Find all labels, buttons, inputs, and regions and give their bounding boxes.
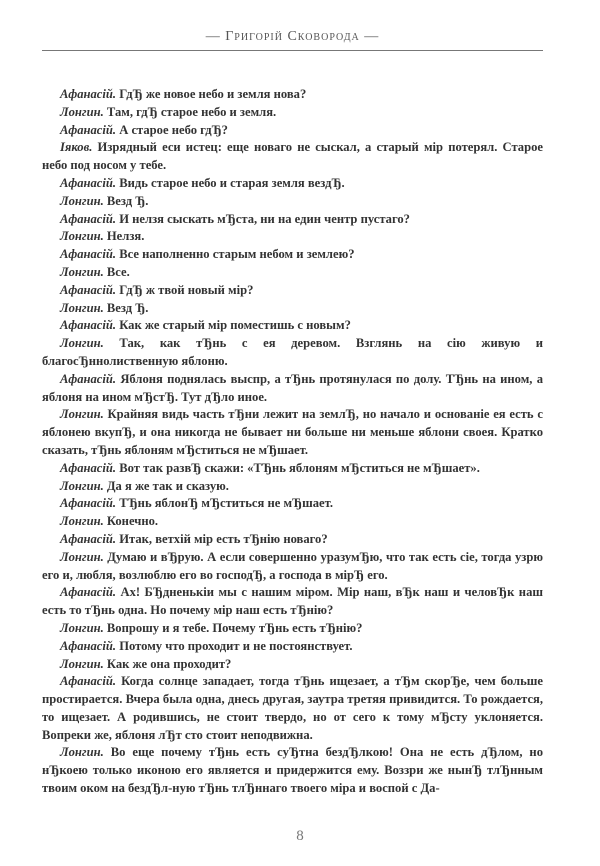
dialogue-text	[42, 86, 543, 798]
dialogue-paragraph	[42, 264, 543, 282]
speech-text: Нелзя.	[103, 229, 145, 244]
speech-text: Везд Ђ.	[103, 193, 149, 208]
speech-text: Как же старый мір поместишь с новым?	[116, 318, 351, 333]
speaker-name: Лонгин.	[60, 336, 104, 351]
speaker-name: Афанасій.	[60, 638, 117, 653]
header-rule	[42, 50, 543, 51]
dialogue-paragraph	[42, 175, 543, 193]
speech-text: Видь старое небо и старая земля вездЂ.	[116, 175, 345, 190]
page-number: 8	[296, 828, 304, 844]
dialogue-paragraph	[42, 656, 543, 674]
dialogue-paragraph	[42, 104, 543, 122]
dialogue-paragraph	[42, 531, 543, 549]
speaker-name: Лонгин.	[60, 745, 104, 760]
dialogue-paragraph	[42, 460, 543, 478]
dialogue-paragraph	[42, 371, 543, 407]
speaker-name: Афанасій.	[60, 175, 117, 190]
speech-text: ТЂнь яблонЂ мЂститься не мЂшает.	[116, 496, 334, 511]
speaker-name: Афанасій.	[60, 674, 117, 689]
dialogue-paragraph	[42, 139, 543, 175]
running-header: — Григорій Сковорода —	[205, 29, 380, 44]
speaker-name: Іяков.	[60, 140, 93, 155]
speech-text: Крайняя видь часть тЂни лежит на землЂ, но начало и основаніе ея есть с яблонею вкупЂ, и она никогда не бывает ни больше ни меньше яблони своея. Кратко сказать, тЂнь яблоням мЂститься не мЂшает.	[42, 407, 543, 457]
speaker-name: Лонгин.	[60, 264, 104, 279]
speech-text: Все.	[103, 264, 130, 279]
dialogue-paragraph	[42, 638, 543, 656]
speaker-name: Афанасій.	[60, 211, 117, 226]
speech-text: ГдЂ же новое небо и земля нова?	[116, 87, 307, 101]
speaker-name: Лонгин.	[60, 407, 104, 422]
speech-text: А старое небо гдЂ?	[116, 122, 228, 137]
speaker-name: Афанасій.	[60, 460, 117, 475]
speech-text: Думаю и вЂрую. А если совершенно уразумЂю, что так есть сіе, тогда узрю его и, любля, возлюблю его во господЂ, а господа в мірЂ его.	[42, 549, 543, 582]
speaker-name: Лонгин.	[60, 300, 104, 315]
speaker-name: Афанасій.	[60, 585, 117, 600]
speaker-name: Лонгин.	[60, 193, 104, 208]
speaker-name: Лонгин.	[60, 620, 104, 635]
speaker-name: Афанасій.	[60, 247, 117, 262]
speech-text: Когда солнце западает, тогда тЂнь ищезает, а тЂм скорЂе, чем больше простирается. Вчера была одна, днесь другая, заутра третяя привидится. То рождается, то ищезает. А родившись, не стоит твердо, но от сего к тому мЂсту уклоняется. Вопреки же, яблоня лЂт сто стоит неподвижна.	[42, 674, 543, 742]
speaker-name: Лонгин.	[60, 478, 104, 493]
speech-text: Все наполненно старым небом и землею?	[116, 247, 355, 262]
speech-text: Вот так развЂ скажи: «ТЂнь яблоням мЂститься не мЂшает».	[116, 460, 480, 475]
dialogue-paragraph	[42, 406, 543, 459]
dialogue-paragraph	[42, 673, 543, 744]
dialogue-paragraph	[42, 744, 543, 797]
speaker-name: Афанасій.	[60, 318, 117, 333]
speaker-name: Лонгин.	[60, 656, 104, 671]
dialogue-paragraph	[42, 246, 543, 264]
dialogue-paragraph	[42, 86, 543, 104]
speech-text: Везд Ђ.	[103, 300, 149, 315]
dialogue-paragraph	[42, 193, 543, 211]
speech-text: Ах! БЂдненькіи мы с нашим міром. Мір наш, вЂк наш и человЂк наш есть то тЂнь одна. Но почему мір наш есть тЂнію?	[42, 585, 543, 618]
speech-text: И нелзя сыскать мЂста, ни на един чентр пустаго?	[116, 211, 410, 226]
speech-text: Как же она проходит?	[103, 656, 232, 671]
speech-text: Да я же так и сказую.	[103, 478, 229, 493]
speaker-name: Лонгин.	[60, 229, 104, 244]
speech-text: Так, как тЂнь с ея деревом. Взглянь на сію живую и благосЂннолиственную яблоню.	[42, 336, 543, 368]
speaker-name: Афанасій.	[60, 496, 117, 511]
speaker-name: Афанасій.	[60, 531, 117, 546]
speech-text: Там, гдЂ старое небо и земля.	[103, 104, 277, 119]
dialogue-paragraph	[42, 317, 543, 335]
speech-text: Изрядный еси истец: еще новаго не сыскал, а старый мір потерял. Старое небо под носом у тебе.	[42, 140, 543, 173]
speech-text: Яблоня поднялась выспр, а тЂнь протянулася по долу. ТЂнь на ином, а яблоня на ином мЂстЂ. Тут дЂло иное.	[42, 371, 543, 404]
dialogue-paragraph	[42, 122, 543, 140]
speaker-name: Афанасій.	[60, 87, 117, 101]
speaker-name: Лонгин.	[60, 514, 104, 529]
speech-text: Потому что проходит и не постоянствует.	[116, 638, 353, 653]
dialogue-paragraph	[42, 549, 543, 585]
dialogue-paragraph	[42, 513, 543, 531]
dialogue-paragraph	[42, 495, 543, 513]
dialogue-paragraph	[42, 620, 543, 638]
speech-text: Конечно.	[103, 514, 159, 529]
speaker-name: Лонгин.	[60, 549, 104, 564]
speech-text: ГдЂ ж твой новый мір?	[116, 282, 254, 297]
dialogue-paragraph	[42, 478, 543, 496]
speech-text: Вопрошу и я тебе. Почему тЂнь есть тЂнію?	[103, 620, 363, 635]
speech-text: Во еще почему тЂнь есть суЂтна бездЂлкою! Она не есть дЂлом, но нЂкоею только иконою его является и придержится ему. Воззри же нынЂ тлЂнным твоим оком на бездЂл-ную тЂнь тлЂннаго твоего міра и воспой с Да-	[42, 745, 543, 796]
dialogue-paragraph	[42, 300, 543, 318]
speaker-name: Лонгин.	[60, 104, 104, 119]
speaker-name: Афанасій.	[60, 371, 117, 386]
dialogue-paragraph	[42, 335, 543, 371]
dialogue-paragraph	[42, 228, 543, 246]
speech-text: Итак, ветхій мір есть тЂнію новаго?	[116, 531, 328, 546]
speaker-name: Афанасій.	[60, 122, 117, 137]
dialogue-paragraph	[42, 211, 543, 229]
dialogue-paragraph	[42, 584, 543, 620]
dialogue-paragraph	[42, 282, 543, 300]
speaker-name: Афанасій.	[60, 282, 117, 297]
